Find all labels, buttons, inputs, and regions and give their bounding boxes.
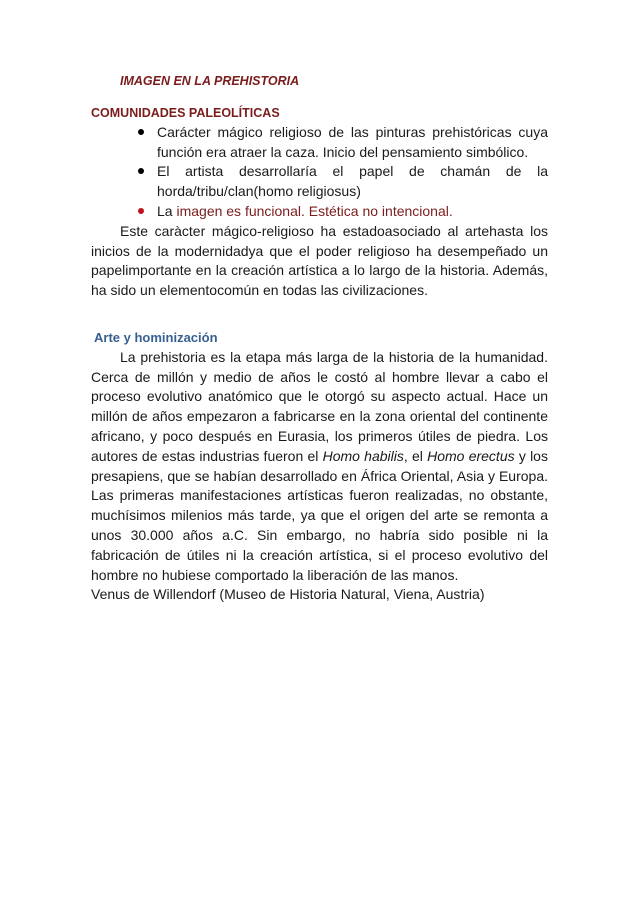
bullet-text: El artista desarrollaría el papel de chamán de la horda/tribu/clan(homo religiosus) — [157, 163, 548, 200]
paragraph-text: , el — [403, 447, 428, 464]
species-name: Homo habilis — [322, 447, 404, 464]
section-heading-hominization: Arte y hominización — [94, 329, 218, 345]
bullet-text-prefix: La — [157, 202, 173, 219]
bullet-text-highlight: imagen es funcional. Estética no intencional. — [172, 202, 453, 219]
bullet-dot-icon — [138, 168, 144, 174]
paragraph-magic-religious: Este caràcter mágico-religioso ha estadoasociado al artehasta los inicios de la modernidadya que el poder religioso ha desempeñado un papelimportante en la creación artística a lo largo de la historia. Además, ha sido un elementocomún en todas las civilizaciones. — [91, 222, 548, 299]
section-heading-paleolithic: COMUNIDADES PALEOLÍTICAS — [91, 105, 280, 120]
bullet-dot-icon — [138, 208, 144, 214]
image-caption: Venus de Willendorf (Museo de Historia Natural, Viena, Austria) — [91, 586, 485, 603]
bullet-dot-icon — [138, 129, 144, 135]
bullet-item — [157, 202, 548, 222]
bullet-item — [157, 162, 548, 202]
bullet-item — [157, 123, 548, 163]
paragraph-prehistory — [91, 348, 548, 586]
paragraph-text: La prehistoria es la etapa más larga de la historia de la humanidad. Cerca de millón y medio de años le costó al hombre llevar a cabo el proceso evolutivo anatómico que le otorgó su aspecto actual. Hace un millón de años empezaron a fabricarse en la zona oriental del continente africano, y poco después en Eurasia, los primeros útiles de piedra. Los autores de estas industrias fueron el — [91, 348, 548, 464]
bullet-list — [91, 123, 548, 222]
species-name: Homo erectus — [427, 447, 515, 464]
paragraph-text: y los presapiens, que se habían desarrollado en África Oriental, Asia y Europa. Las primeras manifestaciones artísticas fueron realizadas, no obstante, muchísimos milenios más tarde, ya que el origen del arte se remonta a unos 30.000 años a.C. Sin embargo, no habría sido posible ni la fabricación de útiles ni la creación artística, si el proceso evolutivo del hombre no hubiese comportado la liberación de las manos. — [91, 447, 548, 583]
document-title: IMAGEN EN LA PREHISTORIA — [120, 74, 300, 88]
bullet-text: Carácter mágico religioso de las pinturas prehistóricas cuya función era atraer la caza. Inicio del pensamiento simbólico. — [157, 123, 548, 160]
